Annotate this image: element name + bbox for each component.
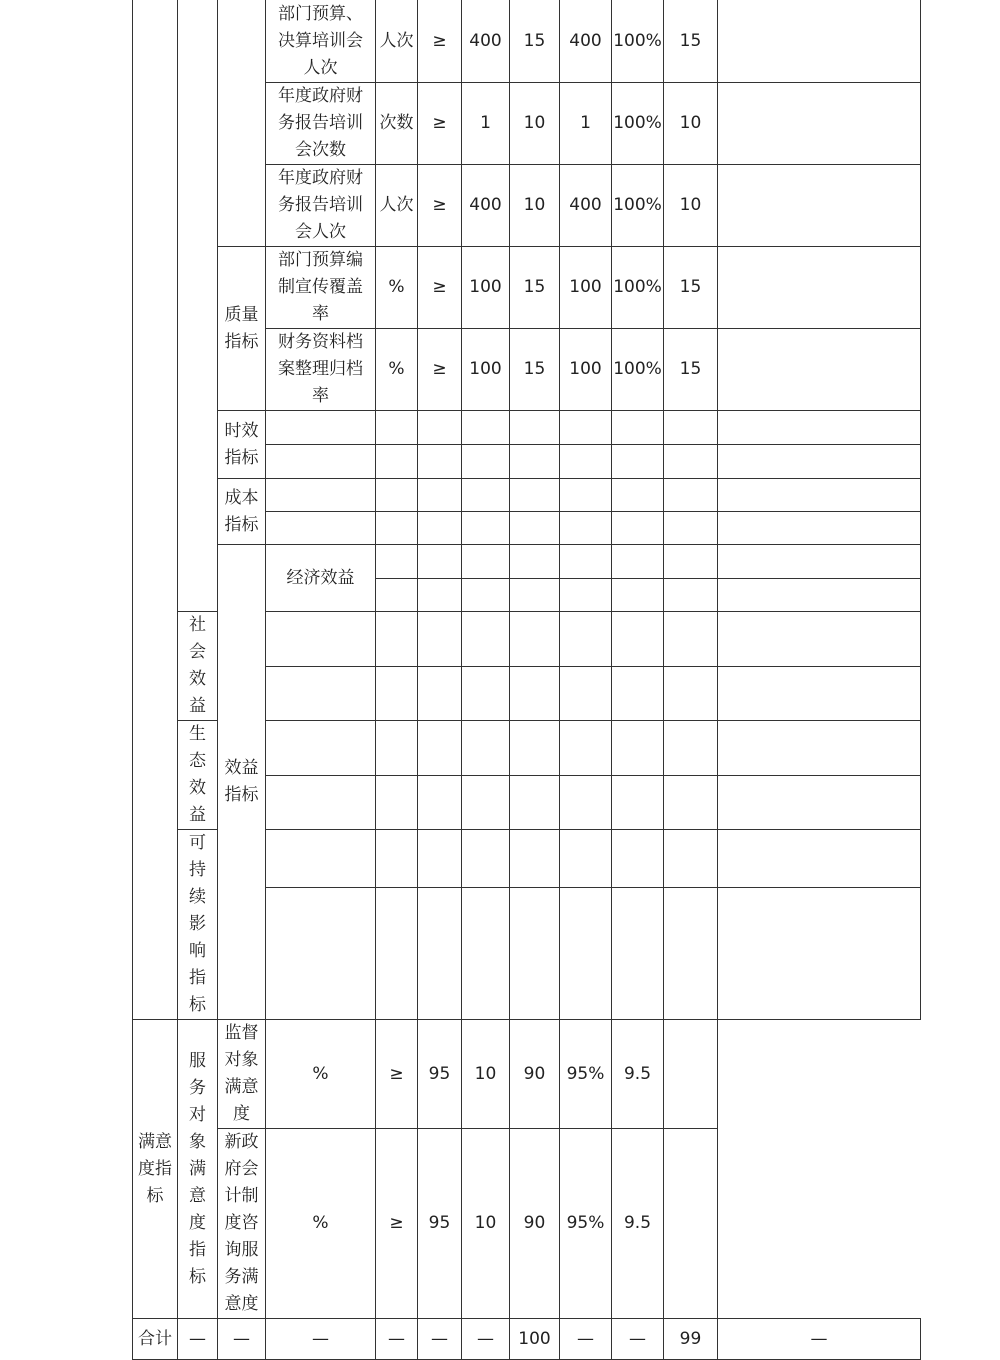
unit-cell: 人次 <box>376 165 418 247</box>
empty-cell <box>376 411 418 445</box>
empty-cell <box>560 479 612 512</box>
dash-cell: — <box>218 1319 266 1360</box>
weight-cell: 10 <box>510 165 560 247</box>
weight-cell: 15 <box>510 247 560 329</box>
empty-cell <box>718 545 921 579</box>
indicator-name: 部门预算、决算培训会人次 <box>266 0 376 83</box>
score-cell: 15 <box>664 0 718 83</box>
empty-cell <box>664 666 718 721</box>
empty-cell <box>266 830 376 888</box>
score-cell: 9.5 <box>612 1020 664 1129</box>
empty-cell <box>664 512 718 545</box>
table-row <box>133 411 921 445</box>
empty-cell <box>376 545 418 579</box>
indicator-name: 部门预算编制宣传覆盖率 <box>266 247 376 329</box>
total-row <box>133 1319 921 1360</box>
empty-cell <box>266 512 376 545</box>
note-cell <box>718 0 921 83</box>
empty-cell <box>376 445 418 479</box>
empty-cell <box>664 411 718 445</box>
empty-cell <box>560 512 612 545</box>
empty-cell <box>376 479 418 512</box>
empty-cell <box>266 775 376 830</box>
empty-cell <box>560 579 612 612</box>
empty-cell <box>418 411 462 445</box>
empty-cell <box>510 445 560 479</box>
empty-cell <box>612 721 664 776</box>
ecological-benefit-cell: 生态效益 <box>178 721 218 830</box>
table-row <box>133 247 921 329</box>
empty-cell <box>510 666 560 721</box>
output-indicator-cell-continued <box>178 0 218 612</box>
total-score: 99 <box>664 1319 718 1360</box>
indicator-name: 年度政府财务报告培训会次数 <box>266 83 376 165</box>
dash-cell: — <box>178 1319 218 1360</box>
empty-cell <box>718 887 921 1019</box>
empty-cell <box>462 512 510 545</box>
empty-cell <box>418 721 462 776</box>
empty-cell <box>664 830 718 888</box>
operator-cell: ≥ <box>418 329 462 411</box>
empty-cell <box>376 775 418 830</box>
empty-cell <box>266 612 376 667</box>
empty-cell <box>664 887 718 1019</box>
operator-cell: ≥ <box>418 247 462 329</box>
empty-cell <box>462 721 510 776</box>
empty-cell <box>718 830 921 888</box>
empty-cell <box>510 479 560 512</box>
empty-cell <box>664 445 718 479</box>
empty-cell <box>376 666 418 721</box>
target-cell: 400 <box>462 165 510 247</box>
empty-cell <box>612 612 664 667</box>
empty-cell <box>612 830 664 888</box>
actual-cell: 1 <box>560 83 612 165</box>
empty-cell <box>718 721 921 776</box>
weight-cell: 10 <box>462 1020 510 1129</box>
empty-cell <box>376 512 418 545</box>
table-row <box>133 545 921 579</box>
score-cell: 9.5 <box>612 1129 664 1319</box>
dash-cell: — <box>718 1319 921 1360</box>
social-benefit-cell: 社会效益 <box>178 612 218 721</box>
target-cell: 1 <box>462 83 510 165</box>
empty-cell <box>612 666 664 721</box>
rate-cell: 100% <box>612 165 664 247</box>
empty-cell <box>664 775 718 830</box>
actual-cell: 100 <box>560 329 612 411</box>
empty-cell <box>560 721 612 776</box>
empty-cell <box>510 612 560 667</box>
service-satisfaction-cell: 服务对象满意度指标 <box>178 1020 218 1319</box>
note-cell <box>718 83 921 165</box>
note-cell <box>664 1129 718 1319</box>
target-cell: 100 <box>462 247 510 329</box>
table-row <box>133 1129 921 1319</box>
weight-cell: 10 <box>510 83 560 165</box>
rate-cell: 95% <box>560 1020 612 1129</box>
unit-cell: % <box>266 1129 376 1319</box>
empty-cell <box>462 666 510 721</box>
empty-cell <box>560 612 612 667</box>
empty-cell <box>418 545 462 579</box>
empty-cell <box>418 512 462 545</box>
empty-cell <box>462 445 510 479</box>
empty-cell <box>718 411 921 445</box>
empty-cell <box>718 775 921 830</box>
unit-cell: % <box>376 247 418 329</box>
empty-cell <box>376 721 418 776</box>
empty-cell <box>510 545 560 579</box>
empty-cell <box>664 721 718 776</box>
rate-cell: 100% <box>612 0 664 83</box>
empty-cell <box>718 666 921 721</box>
note-cell <box>664 1020 718 1129</box>
empty-cell <box>718 512 921 545</box>
empty-cell <box>418 666 462 721</box>
unit-cell: % <box>376 329 418 411</box>
empty-cell <box>376 887 418 1019</box>
empty-cell <box>612 479 664 512</box>
rate-cell: 95% <box>560 1129 612 1319</box>
empty-cell <box>462 887 510 1019</box>
note-cell <box>718 329 921 411</box>
empty-cell <box>462 612 510 667</box>
empty-cell <box>266 479 376 512</box>
total-label: 合计 <box>133 1319 178 1360</box>
target-cell: 95 <box>418 1020 462 1129</box>
empty-cell <box>376 830 418 888</box>
empty-cell <box>266 411 376 445</box>
operator-cell: ≥ <box>418 165 462 247</box>
score-cell: 15 <box>664 247 718 329</box>
indicator-name: 年度政府财务报告培训会人次 <box>266 165 376 247</box>
dash-cell: — <box>612 1319 664 1360</box>
quantity-indicator-cell-continued <box>218 0 266 247</box>
rate-cell: 100% <box>612 247 664 329</box>
table-row <box>133 479 921 512</box>
cost-indicator-cell: 成本指标 <box>218 479 266 545</box>
empty-cell <box>462 830 510 888</box>
sustainable-impact-cell: 可持续影响指标 <box>178 830 218 1020</box>
empty-cell <box>612 775 664 830</box>
operator-cell: ≥ <box>376 1129 418 1319</box>
table-row <box>133 1020 921 1129</box>
empty-cell <box>664 612 718 667</box>
economic-benefit-cell: 经济效益 <box>266 545 376 612</box>
actual-cell: 400 <box>560 165 612 247</box>
empty-cell <box>560 545 612 579</box>
weight-cell: 15 <box>510 0 560 83</box>
rate-cell: 100% <box>612 329 664 411</box>
unit-cell: 次数 <box>376 83 418 165</box>
performance-indicator-table <box>132 0 921 1360</box>
empty-cell <box>560 666 612 721</box>
empty-cell <box>612 579 664 612</box>
empty-cell <box>612 411 664 445</box>
empty-cell <box>612 445 664 479</box>
empty-cell <box>664 545 718 579</box>
empty-cell <box>418 445 462 479</box>
empty-cell <box>266 666 376 721</box>
empty-cell <box>418 579 462 612</box>
actual-cell: 90 <box>510 1020 560 1129</box>
empty-cell <box>462 775 510 830</box>
indicator-name: 新政府会计制度咨询服务满意度 <box>218 1129 266 1319</box>
empty-cell <box>510 512 560 545</box>
score-cell: 10 <box>664 83 718 165</box>
indicator-name: 监督对象满意度 <box>218 1020 266 1129</box>
note-cell <box>718 247 921 329</box>
empty-cell <box>266 445 376 479</box>
unit-cell: % <box>266 1020 376 1129</box>
empty-cell <box>510 830 560 888</box>
dash-cell: — <box>266 1319 376 1360</box>
operator-cell: ≥ <box>376 1020 418 1129</box>
note-cell <box>718 165 921 247</box>
empty-cell <box>418 887 462 1019</box>
total-weight: 100 <box>510 1319 560 1360</box>
empty-cell <box>510 411 560 445</box>
target-cell: 100 <box>462 329 510 411</box>
dash-cell: — <box>462 1319 510 1360</box>
empty-cell <box>718 445 921 479</box>
dash-cell: — <box>418 1319 462 1360</box>
empty-cell <box>462 579 510 612</box>
empty-cell <box>612 512 664 545</box>
empty-cell <box>376 579 418 612</box>
empty-cell <box>510 579 560 612</box>
empty-cell <box>462 545 510 579</box>
rate-cell: 100% <box>612 83 664 165</box>
actual-cell: 100 <box>560 247 612 329</box>
empty-cell <box>418 830 462 888</box>
empty-cell <box>718 479 921 512</box>
timeliness-indicator-cell: 时效指标 <box>218 411 266 479</box>
weight-cell: 15 <box>510 329 560 411</box>
empty-cell <box>266 721 376 776</box>
dash-cell: — <box>560 1319 612 1360</box>
target-cell: 400 <box>462 0 510 83</box>
empty-cell <box>462 479 510 512</box>
actual-cell: 90 <box>510 1129 560 1319</box>
indicator-name: 财务资料档案整理归档率 <box>266 329 376 411</box>
empty-cell <box>560 445 612 479</box>
benefit-indicator-cell: 效益指标 <box>218 545 266 1020</box>
empty-cell <box>510 721 560 776</box>
empty-cell <box>462 411 510 445</box>
empty-cell <box>418 775 462 830</box>
quality-indicator-cell: 质量指标 <box>218 247 266 411</box>
satisfaction-indicator-cell: 满意度指标 <box>133 1020 178 1319</box>
empty-cell <box>418 612 462 667</box>
table-row <box>133 0 921 83</box>
score-cell: 10 <box>664 165 718 247</box>
dash-cell: — <box>376 1319 418 1360</box>
actual-cell: 400 <box>560 0 612 83</box>
empty-cell <box>718 579 921 612</box>
empty-cell <box>560 887 612 1019</box>
weight-cell: 10 <box>462 1129 510 1319</box>
empty-cell <box>664 579 718 612</box>
score-cell: 15 <box>664 329 718 411</box>
empty-cell <box>510 775 560 830</box>
empty-cell <box>560 830 612 888</box>
operator-cell: ≥ <box>418 0 462 83</box>
unit-cell: 人次 <box>376 0 418 83</box>
target-cell: 95 <box>418 1129 462 1319</box>
empty-cell <box>560 775 612 830</box>
empty-cell <box>560 411 612 445</box>
operator-cell: ≥ <box>418 83 462 165</box>
empty-cell <box>418 479 462 512</box>
empty-cell <box>612 545 664 579</box>
empty-cell <box>376 612 418 667</box>
empty-cell <box>664 479 718 512</box>
level1-cell-continued <box>133 0 178 1020</box>
empty-cell <box>718 612 921 667</box>
empty-cell <box>510 887 560 1019</box>
empty-cell <box>612 887 664 1019</box>
empty-cell <box>266 887 376 1019</box>
